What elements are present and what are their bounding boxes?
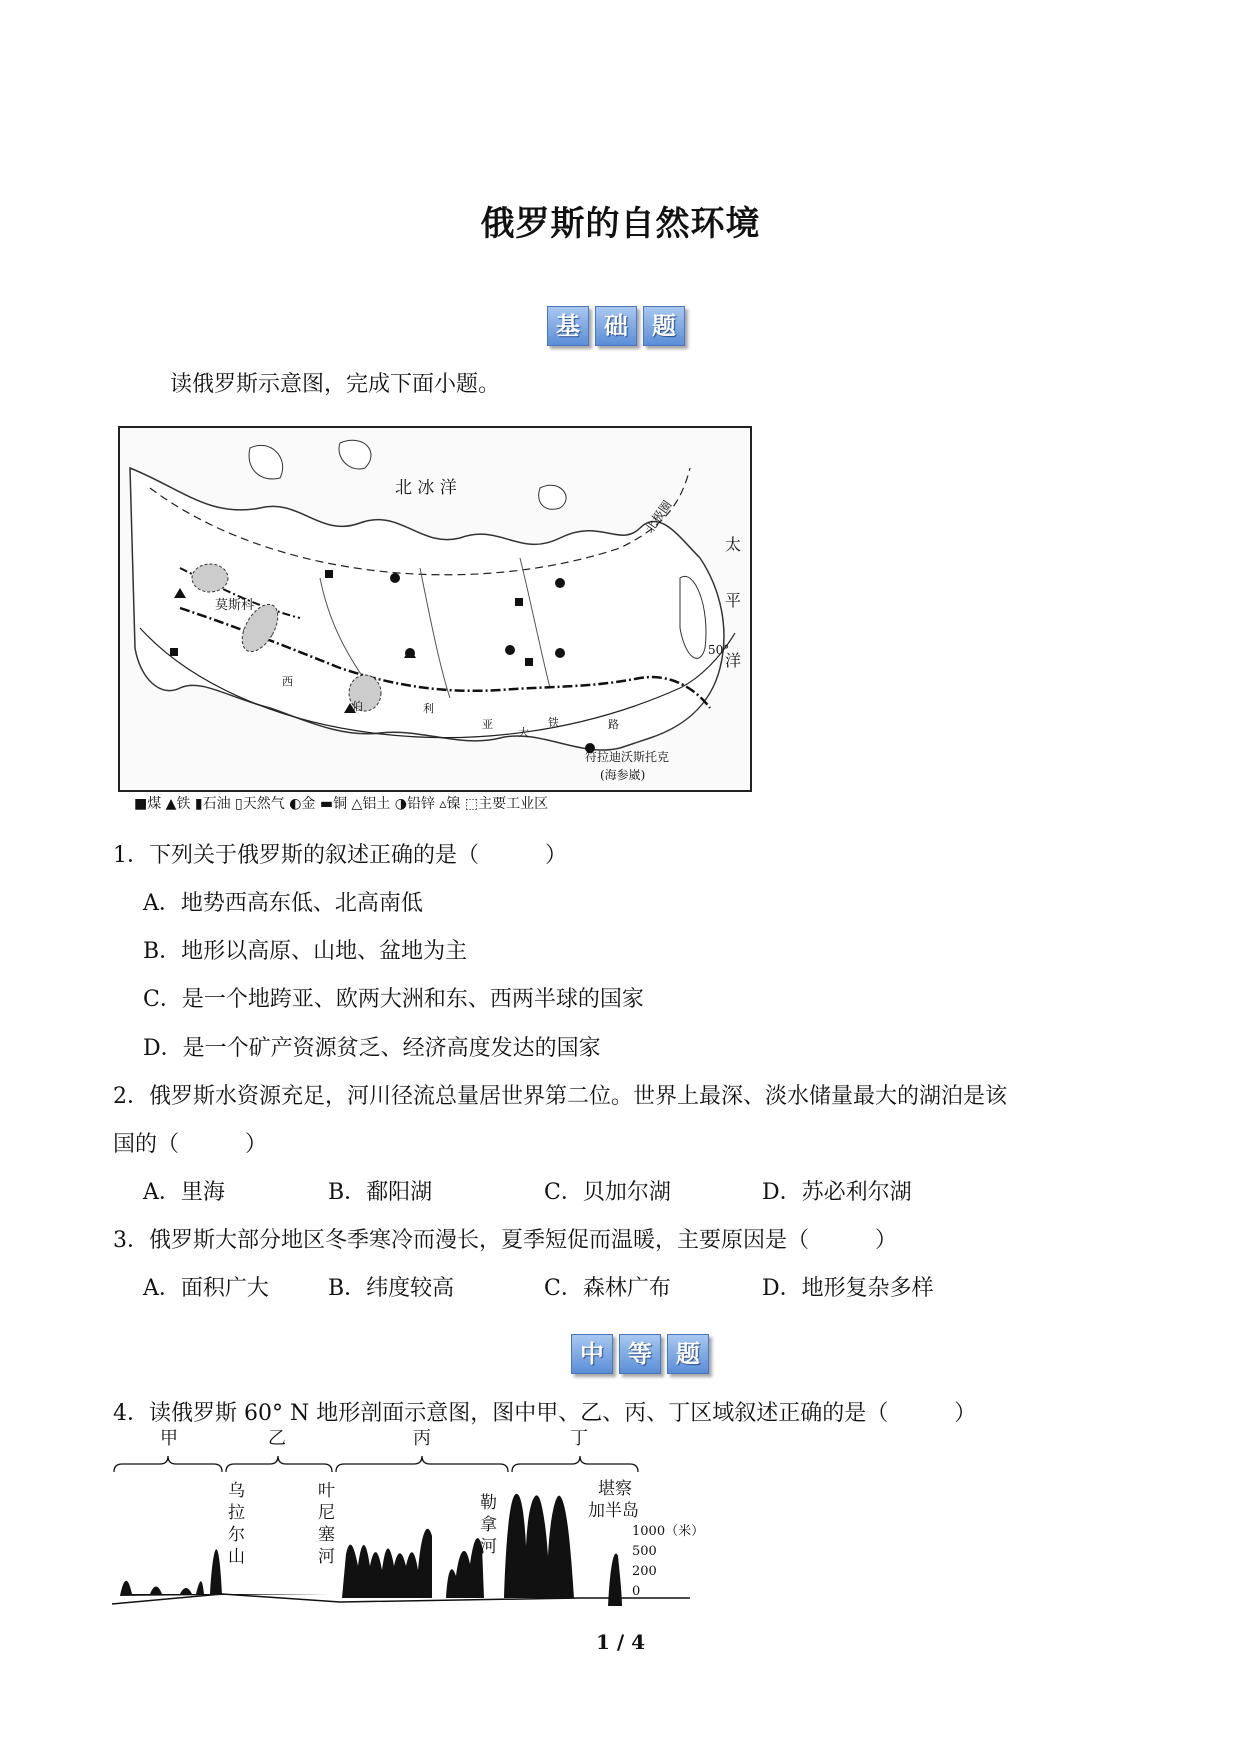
- badge-char: 础: [595, 306, 637, 346]
- profile-region-ding: 丁: [570, 1428, 588, 1449]
- label-line: 堪察: [598, 1479, 632, 1499]
- question-2-option-b: B．鄱阳湖: [328, 1180, 433, 1205]
- profile-region-jia: 甲: [160, 1428, 178, 1449]
- terrain-profile: [110, 1428, 730, 1616]
- map-legend: ■煤 ▲铁 ▮石油 ▯天然气 ◐金 ▬铜 △铝土 ◑铅锌 ▵镍 ⬚主要工业区: [134, 796, 549, 812]
- question-3-option-b: B．纬度较高: [328, 1276, 455, 1301]
- badge-char: 题: [667, 1334, 709, 1374]
- label-char: 勒: [480, 1493, 497, 1513]
- question-3-option-a: A．面积广大: [143, 1276, 269, 1301]
- question-2-stem-line2: 国的（ ）: [113, 1132, 268, 1157]
- label-char: 尼: [318, 1503, 335, 1523]
- map-label-pacific-3: 洋: [725, 651, 742, 670]
- profile-label-ural: [228, 1480, 248, 1568]
- label-char: 山: [228, 1547, 245, 1567]
- question-2-stem-line1: 2．俄罗斯水资源充足，河川径流总量居世界第二位。世界上最深、淡水储量最大的湖泊是该: [113, 1084, 1008, 1109]
- label-char: 塞: [318, 1525, 335, 1545]
- question-3-option-d: D．地形复杂多样: [762, 1276, 934, 1301]
- map-railway-char: 利: [423, 702, 434, 715]
- badge-char: 等: [619, 1334, 661, 1374]
- question-1-option-a: A．地势西高东低、北高南低: [143, 891, 423, 916]
- question-1-option-c: C．是一个地跨亚、欧两大洲和东、西两半球的国家: [143, 987, 644, 1012]
- question-2-option-d: D．苏必利尔湖: [762, 1180, 912, 1205]
- question-1-stem: 1．下列关于俄罗斯的叙述正确的是（ ）: [113, 843, 567, 868]
- question-3-option-c: C．森林广布: [544, 1276, 671, 1301]
- map-railway-char: 铁: [548, 716, 559, 729]
- map-railway-char: 西: [282, 675, 293, 688]
- map-label-arctic-circle: 北极圈: [642, 498, 675, 536]
- question-2-option-c: C．贝加尔湖: [544, 1180, 671, 1205]
- map-railway-char: 路: [608, 718, 619, 731]
- map-label-vladivostok: 符拉迪沃斯托克: [585, 750, 670, 764]
- label-char: 乌: [228, 1481, 245, 1501]
- question-4-stem: 4．读俄罗斯 60° N 地形剖面示意图，图中甲、乙、丙、丁区域叙述正确的是（ ）: [113, 1401, 977, 1426]
- map-label-moscow: 莫斯科: [215, 598, 255, 613]
- axis-tick-label: 1000（米）: [632, 1524, 705, 1539]
- map-label-latitude: 50°: [708, 643, 730, 657]
- map-label-pacific-1: 太: [725, 535, 742, 554]
- question-3-stem: 3．俄罗斯大部分地区冬季寒冷而漫长，夏季短促而温暖，主要原因是（ ）: [113, 1228, 897, 1253]
- profile-axis: [632, 1522, 704, 1602]
- profile-label-yenisei: [318, 1480, 338, 1568]
- label-char: 拿: [480, 1515, 497, 1535]
- label-char: 河: [318, 1547, 335, 1567]
- axis-tick-label: 200: [632, 1564, 657, 1579]
- page-number: 1 / 4: [595, 1630, 646, 1654]
- badge-char: 题: [643, 306, 685, 346]
- profile-region-yi: 乙: [268, 1428, 286, 1449]
- section-badge-medium: [571, 1334, 709, 1374]
- badge-char: 基: [547, 306, 589, 346]
- label-char: 河: [480, 1537, 497, 1557]
- page-title: 俄罗斯的自然环境: [480, 204, 761, 244]
- map-railway-char: 伯: [352, 700, 363, 713]
- label-line: 加半岛: [588, 1501, 639, 1521]
- question-2-option-a: A．里海: [143, 1180, 225, 1205]
- intro-text: 读俄罗斯示意图，完成下面小题。: [170, 372, 501, 397]
- profile-label-lena: [480, 1492, 500, 1558]
- label-char: 叶: [318, 1481, 335, 1501]
- label-char: 尔: [228, 1525, 245, 1545]
- axis-tick-label: 500: [632, 1544, 657, 1559]
- map-railway-char: 亚: [482, 718, 493, 731]
- axis-tick-label: 0: [632, 1584, 641, 1599]
- map-label-pacific-2: 平: [725, 591, 742, 610]
- map-label-vladivostok-alt: (海参崴): [600, 768, 646, 782]
- russia-map: [118, 426, 752, 792]
- profile-label-kamchatka: [588, 1478, 639, 1522]
- question-1-option-d: D．是一个矿产资源贫乏、经济高度发达的国家: [143, 1036, 601, 1061]
- badge-char: 中: [571, 1334, 613, 1374]
- label-char: 拉: [228, 1503, 245, 1523]
- profile-region-bing: 丙: [413, 1428, 431, 1449]
- map-railway-char: 大: [518, 726, 529, 739]
- section-badge-basic: [547, 306, 685, 346]
- question-1-option-b: B．地形以高原、山地、盆地为主: [143, 939, 468, 964]
- map-label-ocean: 北 冰 洋: [395, 478, 457, 498]
